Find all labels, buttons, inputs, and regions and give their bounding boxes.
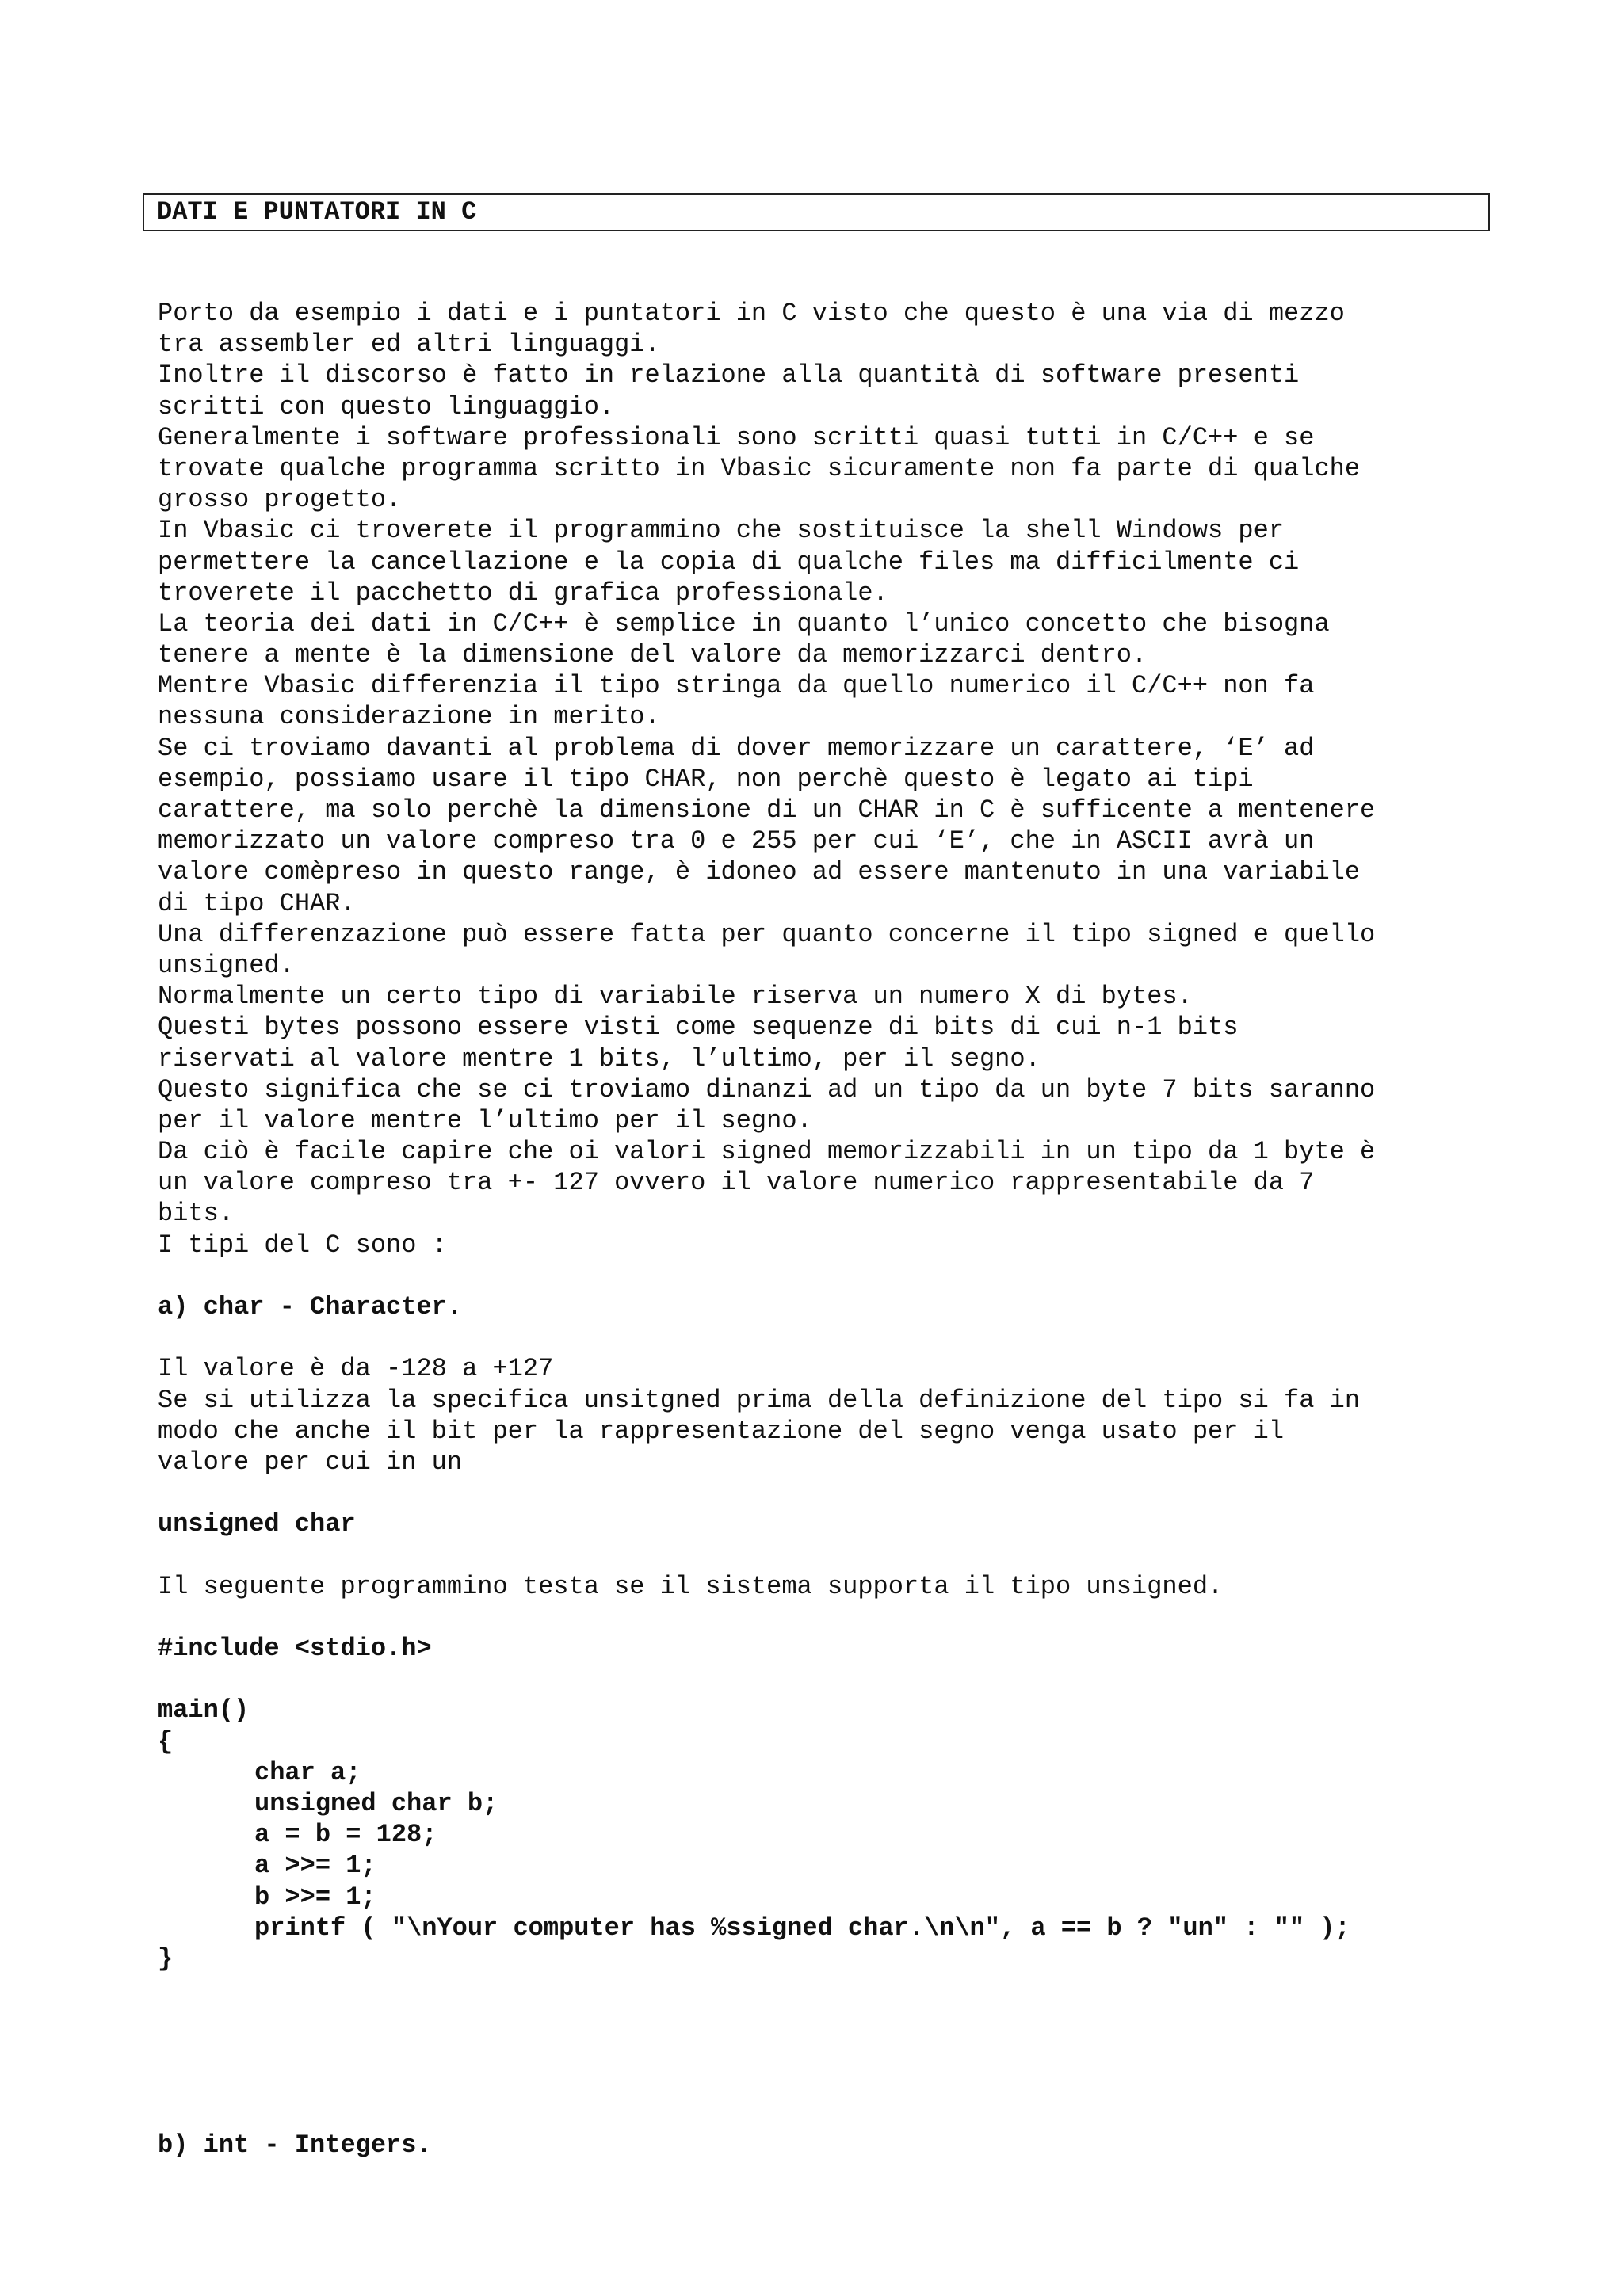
text-line: modo che anche il bit per la rappresentazione del segno venga usato per il (158, 1416, 1285, 1446)
document-body (158, 298, 1505, 2161)
text-line: unsigned. (158, 950, 295, 980)
code-open-brace: { (158, 1726, 174, 1756)
blank-line (158, 1664, 1505, 1695)
blank-line (158, 2037, 1505, 2068)
blank-line (158, 1261, 1505, 1291)
text-line: Da ciò è facile capire che oi valori signed memorizzabili in un tipo da 1 byte è (158, 1137, 1376, 1167)
text-line: di tipo CHAR. (158, 888, 356, 918)
section-b-heading: b) int - Integers. (158, 2130, 432, 2161)
text-line: scritti con questo linguaggio. (158, 391, 615, 421)
code-close-brace: } (158, 1943, 174, 1974)
text-line: tra assembler ed altri linguaggi. (158, 330, 660, 360)
text-line: I tipi del C sono : (158, 1230, 447, 1260)
text-line: per il valore mentre l’ultimo per il segno. (158, 1105, 812, 1135)
code-line: a = b = 128; (254, 1820, 437, 1850)
text-line: permettere la cancellazione e la copia di qualche files ma difficilmente ci (158, 547, 1300, 577)
text-line: valore per cui in un (158, 1447, 463, 1477)
unsigned-char-label: unsigned char (158, 1509, 356, 1539)
blank-line (158, 2099, 1505, 2130)
text-line: riservati al valore mentre 1 bits, l’ultimo, per il segno. (158, 1043, 1041, 1074)
text-line: Il valore è da -128 a +127 (158, 1354, 554, 1384)
text-line: esempio, possiamo usare il tipo CHAR, non perchè questo è legato ai tipi (158, 764, 1254, 794)
text-line: Normalmente un certo tipo di variabile riserva un numero X di bytes. (158, 982, 1193, 1012)
code-line: unsigned char b; (254, 1789, 498, 1818)
text-line: Questi bytes possono essere visti come sequenze di bits di cui n-1 bits (158, 1013, 1239, 1043)
code-block (158, 1633, 1505, 1974)
text-line: valore comèpreso in questo range, è idoneo ad essere mantenuto in una variabile (158, 857, 1361, 887)
text-line: trovate qualche programma scritto in Vbasic sicuramente non fa parte di qualche (158, 453, 1361, 483)
text-line: troverete il pacchetto di grafica professionale. (158, 578, 888, 608)
text-line: un valore compreso tra +- 127 ovvero il valore numerico rappresentabile da 7 (158, 1168, 1315, 1198)
text-line: nessuna considerazione in merito. (158, 702, 660, 732)
text-line: memorizzato un valore compreso tra 0 e 255 per cui ‘E’, che in ASCII avrà un (158, 826, 1315, 856)
text-line: Una differenzazione può essere fatta per quanto concerne il tipo signed e quello (158, 919, 1376, 949)
text-line: Se si utilizza la specifica unsitgned prima della definizione del tipo si fa in (158, 1385, 1361, 1415)
code-line: a >>= 1; (254, 1851, 376, 1881)
blank-line (158, 1602, 1505, 1633)
intro-paragraph (158, 298, 1505, 1261)
text-line: bits. (158, 1199, 235, 1229)
text-line: grosso progetto. (158, 485, 402, 515)
text-line: Generalmente i software professionali sono scritti quasi tutti in C/C++ e se (158, 422, 1315, 452)
blank-line (158, 1540, 1505, 1571)
text-line: Questo significa che se ci troviamo dinanzi ad un tipo da un byte 7 bits saranno (158, 1074, 1376, 1104)
section-a-heading: a) char - Character. (158, 1292, 463, 1322)
program-intro: Il seguente programmino testa se il sistema supporta il tipo unsigned. (158, 1571, 1224, 1601)
section-a-paragraph (158, 1353, 1505, 1478)
text-line: In Vbasic ci troverete il programmino che sostituisce la shell Windows per (158, 516, 1285, 546)
code-line: char a; (254, 1757, 361, 1787)
code-line: printf ( "\nYour computer has %ssigned char.\n\n", a == b ? "un" : "" ); (254, 1913, 1350, 1943)
blank-line (158, 1974, 1505, 2005)
text-line: La teoria dei dati in C/C++ è semplice in quanto l’unico concetto che bisogna (158, 608, 1330, 639)
document-title: DATI E PUNTATORI IN C (143, 193, 1490, 231)
text-line: Porto da esempio i dati e i puntatori in C visto che questo è una via di mezzo (158, 299, 1345, 328)
blank-line (158, 1322, 1505, 1353)
text-line: carattere, ma solo perchè la dimensione di un CHAR in C è sufficente a mentenere (158, 795, 1376, 825)
text-line: Se ci troviamo davanti al problema di dover memorizzare un carattere, ‘E’ ad (158, 733, 1315, 763)
text-line: Mentre Vbasic differenzia il tipo stringa da quello numerico il C/C++ non fa (158, 671, 1315, 701)
code-line: b >>= 1; (254, 1882, 376, 1912)
blank-line (158, 2005, 1505, 2036)
code-main-decl: main() (158, 1695, 250, 1726)
text-line: tenere a mente è la dimensione del valore da memorizzarci dentro. (158, 640, 1148, 670)
blank-line (158, 1478, 1505, 1508)
text-line: Inoltre il discorso è fatto in relazione alla quantità di software presenti (158, 360, 1300, 391)
code-include: #include <stdio.h> (158, 1634, 432, 1664)
blank-line (158, 2068, 1505, 2099)
